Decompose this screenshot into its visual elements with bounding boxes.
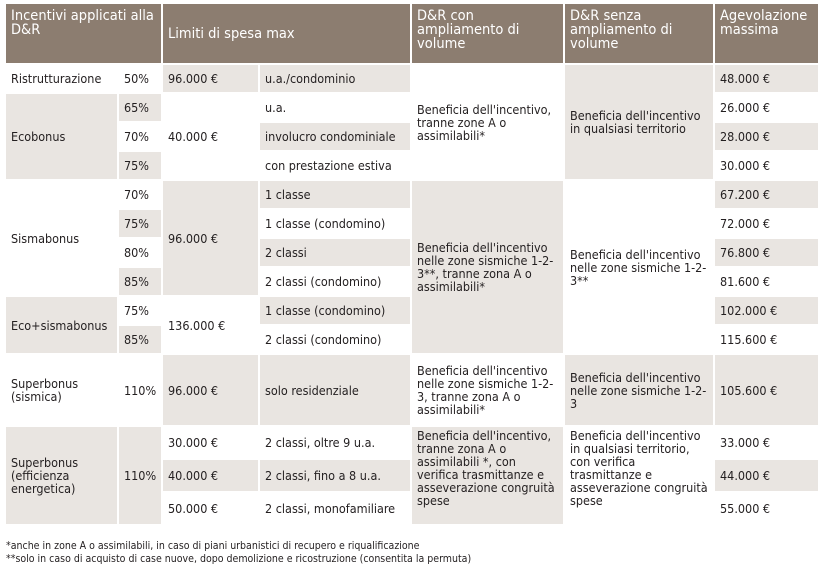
header-agevolazione: Agevolazione massima: [715, 4, 818, 63]
percent-cell: 75%: [119, 150, 163, 179]
max-cell: 72.000 €: [715, 208, 818, 237]
con-ampliamento-cell: Beneficia dell'incentivo nelle zone sismiche 1-2-3, tranne zona A o assimilabili*: [412, 353, 565, 425]
con-ampliamento-cell: Beneficia dell'incentivo, tranne zone A o assimilabili*: [412, 63, 565, 179]
senza-ampliamento-cell: Beneficia dell'incentivo in qualsiasi territorio, con verifica trasmittanze e asseverazione congruità spese: [565, 425, 715, 524]
max-cell: 115.600 €: [715, 324, 818, 353]
incentive-label: Ristrutturazione: [6, 63, 119, 92]
desc-cell: 2 classi: [260, 237, 412, 266]
desc-cell: involucro condominiale: [260, 121, 412, 150]
header-con-ampliamento: D&R con ampliamento di volume: [412, 4, 565, 63]
percent-cell: 110%: [119, 353, 163, 425]
incentives-table-wrapper: [6, 4, 818, 524]
desc-cell: 2 classi (condomino): [260, 324, 412, 353]
header-incentivi: Incentivi applicati alla D&R: [6, 4, 163, 63]
footnotes: [6, 540, 471, 566]
max-cell: 81.600 €: [715, 266, 818, 295]
desc-cell: con prestazione estiva: [260, 150, 412, 179]
con-ampliamento-cell: Beneficia dell'incentivo nelle zone sismiche 1-2-3**, tranne zona A o assimilabili*: [412, 179, 565, 353]
desc-cell: 1 classe (condomino): [260, 208, 412, 237]
desc-cell: u.a.: [260, 92, 412, 121]
limit-cell: 136.000 €: [163, 295, 260, 353]
max-cell: 44.000 €: [715, 458, 818, 491]
senza-ampliamento-cell: Beneficia dell'incentivo nelle zone sismiche 1-2-3: [565, 353, 715, 425]
percent-cell: 65%: [119, 92, 163, 121]
max-cell: 33.000 €: [715, 425, 818, 458]
incentive-label: Eco+sismabonus: [6, 295, 119, 353]
table-row: [6, 179, 818, 208]
desc-cell: u.a./condominio: [260, 63, 412, 92]
limit-cell: 40.000 €: [163, 458, 260, 491]
table-row: [6, 353, 818, 425]
desc-cell: 2 classi, oltre 9 u.a.: [260, 425, 412, 458]
percent-cell: 70%: [119, 179, 163, 208]
percent-cell: 75%: [119, 208, 163, 237]
max-cell: 48.000 €: [715, 63, 818, 92]
desc-cell: 2 classi, monofamiliare: [260, 491, 412, 524]
footnote: *anche in zone A o assimilabili, in caso di piani urbanistici di recupero e riqualificazione: [6, 540, 420, 552]
max-cell: 76.800 €: [715, 237, 818, 266]
percent-cell: 110%: [119, 425, 163, 524]
con-ampliamento-cell: Beneficia dell'incentivo, tranne zona A o assimilabili *, con verifica trasmittanze e asseverazione congruità spese: [412, 425, 565, 524]
limit-cell: 96.000 €: [163, 63, 260, 92]
percent-cell: 85%: [119, 266, 163, 295]
limit-cell: 30.000 €: [163, 425, 260, 458]
max-cell: 55.000 €: [715, 491, 818, 524]
header-row: [6, 4, 818, 63]
table-row: [6, 63, 818, 92]
incentive-label: Ecobonus: [6, 92, 119, 179]
max-cell: 30.000 €: [715, 150, 818, 179]
max-cell: 28.000 €: [715, 121, 818, 150]
incentives-table: [6, 4, 818, 524]
max-cell: 67.200 €: [715, 179, 818, 208]
desc-cell: 2 classi (condomino): [260, 266, 412, 295]
senza-ampliamento-cell: Beneficia dell'incentivo nelle zone sismiche 1-2-3**: [565, 179, 715, 353]
limit-cell: 96.000 €: [163, 353, 260, 425]
percent-cell: 80%: [119, 237, 163, 266]
percent-cell: 50%: [119, 63, 163, 92]
percent-cell: 70%: [119, 121, 163, 150]
desc-cell: 1 classe: [260, 179, 412, 208]
percent-cell: 85%: [119, 324, 163, 353]
desc-cell: 1 classe (condomino): [260, 295, 412, 324]
header-limiti: Limiti di spesa max: [163, 4, 412, 63]
max-cell: 105.600 €: [715, 353, 818, 425]
percent-cell: 75%: [119, 295, 163, 324]
max-cell: 26.000 €: [715, 92, 818, 121]
header-senza-ampliamento: D&R senza ampliamento di volume: [565, 4, 715, 63]
incentive-label: Superbonus (efficienza energetica): [6, 425, 119, 524]
limit-cell: 40.000 €: [163, 92, 260, 179]
desc-cell: solo residenziale: [260, 353, 412, 425]
limit-cell: 96.000 €: [163, 179, 260, 295]
senza-ampliamento-cell: Beneficia dell'incentivo in qualsiasi territorio: [565, 63, 715, 179]
incentive-label: Sismabonus: [6, 179, 119, 295]
max-cell: 102.000 €: [715, 295, 818, 324]
desc-cell: 2 classi, fino a 8 u.a.: [260, 458, 412, 491]
table-row: [6, 425, 818, 458]
limit-cell: 50.000 €: [163, 491, 260, 524]
footnote: **solo in caso di acquisto di case nuove, dopo demolizione e ricostruzione (consentita la permuta): [6, 553, 472, 565]
incentive-label: Superbonus (sismica): [6, 353, 119, 425]
